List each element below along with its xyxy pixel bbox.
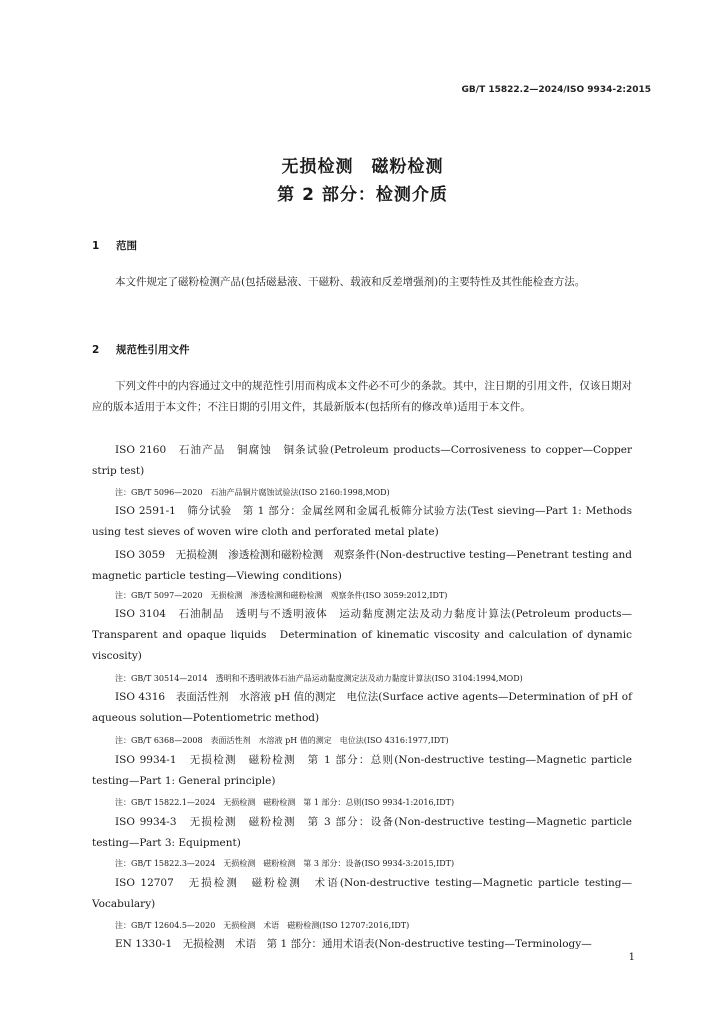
reference-entry: [92, 934, 632, 955]
reference-note: 注：GB/T 15822.1—2024 无损检测 磁粉检测 第 1 部分：总则(ISO 9934-1:2016,IDT): [115, 798, 455, 807]
reference-entry: [92, 545, 632, 587]
standard-code-header: GB/T 15822.2—2024/ISO 9934-2:2015: [461, 85, 651, 95]
section-1-paragraph: 本文件规定了磁粉检测产品(包括磁悬液、干磁粉、载液和反差增强剂)的主要特性及其性能检查方法。: [115, 276, 586, 288]
reference-note: 注：GB/T 5097—2020 无损检测 渗透检测和磁粉检测 观察条件(ISO 3059:2012,IDT): [115, 591, 448, 600]
reference-entry: [92, 873, 632, 915]
reference-text: 筛分试验 第 1 部分：金属丝网和金属孔板筛分试验方法(Test sieving—Part 1: Methods using test sieves of woven wire cloth and perforated metal plate): [92, 505, 632, 538]
page-number: 1: [628, 952, 635, 963]
reference-entry: [92, 812, 632, 854]
section-title: 范围: [116, 240, 137, 252]
section-2-heading: [92, 342, 190, 357]
reference-note: 注：GB/T 12604.5—2020 无损检测 术语 磁粉检测(ISO 12707:2016,IDT): [115, 921, 410, 930]
section-title: 规范性引用文件: [116, 344, 190, 356]
section-number: 1: [92, 240, 100, 252]
reference-note: 注：GB/T 6368—2008 表面活性剂 水溶液 pH 值的测定 电位法(ISO 4316:1977,IDT): [115, 736, 449, 745]
reference-note: 注：GB/T 15822.3—2024 无损检测 磁粉检测 第 3 部分：设备(ISO 9934-3:2015,IDT): [115, 859, 455, 868]
reference-code: EN 1330-1: [115, 938, 173, 950]
reference-entry: [92, 440, 632, 482]
reference-code: ISO 3059: [115, 549, 166, 561]
reference-entry: [92, 501, 632, 543]
section-2-intro: 下列文件中的内容通过文中的规范性引用而构成本文件必不可少的条款。其中，注日期的引用文件，仅该日期对应的版本适用于本文件；不注日期的引用文件，其最新版本(包括所有的修改单)适用于本文件。: [92, 380, 632, 413]
reference-text: 无损检测 磁粉检测 第 1 部分：总则(Non-destructive testing—Magnetic particle testing—Part 1: General principle): [92, 754, 632, 787]
reference-code: ISO 12707: [115, 877, 174, 889]
reference-code: ISO 9934-1: [115, 754, 177, 766]
reference-code: ISO 2160: [115, 444, 167, 456]
section-number: 2: [92, 344, 100, 356]
reference-entry: [92, 750, 632, 792]
reference-text: 表面活性剂 水溶液 pH 值的测定 电位法(Surface active agents—Determination of pH of aqueous solution—Potentiometric method): [92, 691, 632, 724]
reference-note: 注：GB/T 30514—2014 透明和不透明液体石油产品运动黏度测定法及动力黏度计算法(ISO 3104:1994,MOD): [115, 674, 523, 683]
reference-code: ISO 4316: [115, 691, 166, 703]
reference-entry: [92, 604, 632, 667]
document-subtitle: 第 2 部分：检测介质: [277, 185, 448, 205]
section-1-heading: [92, 238, 137, 253]
reference-note: 注：GB/T 5096—2020 石油产品铜片腐蚀试验法(ISO 2160:1998,MOD): [115, 488, 390, 497]
reference-entry: [92, 687, 632, 729]
reference-text: 无损检测 磁粉检测 第 3 部分：设备(Non-destructive testing—Magnetic particle testing—Part 3: Equipment): [92, 816, 632, 849]
reference-text: 石油产品 铜腐蚀 铜条试验(Petroleum products—Corrosiveness to copper—Copper strip test): [92, 444, 632, 477]
reference-code: ISO 3104: [115, 608, 166, 620]
reference-text: 无损检测 磁粉检测 术语(Non-destructive testing—Magnetic particle testing—Vocabulary): [92, 877, 632, 910]
document-title: 无损检测 磁粉检测: [281, 157, 444, 177]
reference-text: 无损检测 术语 第 1 部分：通用术语表(Non-destructive testing—Terminology—: [182, 938, 592, 950]
reference-text: 无损检测 渗透检测和磁粉检测 观察条件(Non-destructive testing—Penetrant testing and magnetic particle testing—Viewing conditions): [92, 549, 632, 582]
reference-text: 石油制品 透明与不透明液体 运动黏度测定法及动力黏度计算法(Petroleum products—Transparent and opaque liquids Determination of kinematic viscosity and calculation of dynamic viscosity): [92, 608, 632, 662]
reference-code: ISO 2591-1: [115, 505, 176, 517]
reference-code: ISO 9934-3: [115, 816, 177, 828]
